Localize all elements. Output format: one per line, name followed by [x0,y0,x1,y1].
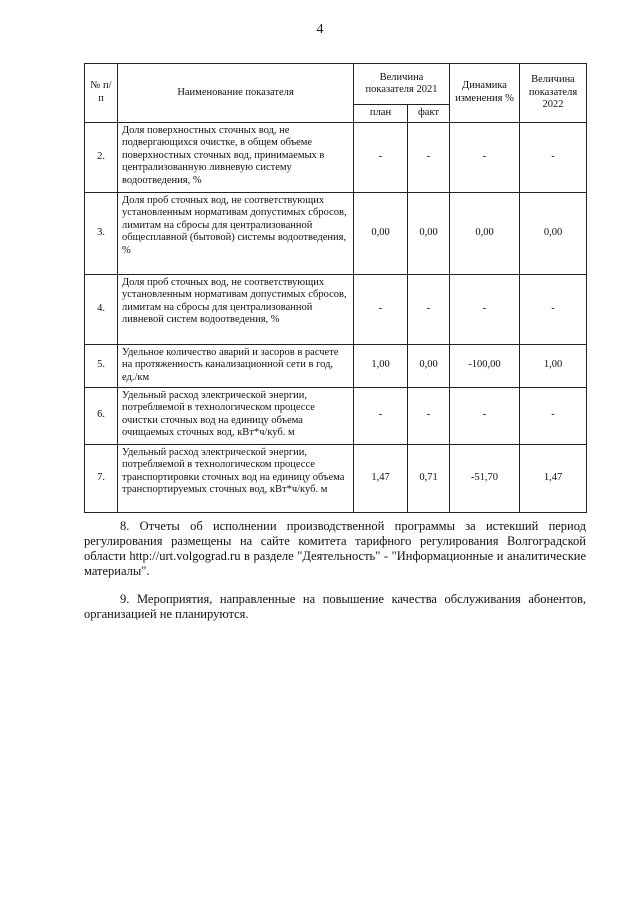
row-dynamics: -100,00 [450,344,520,387]
row-dynamics: - [450,122,520,192]
indicators-table [84,63,587,513]
row-name: Удельное количество аварий и засоров в расчете на протяженность канализационной сети в год, ед./км [118,344,354,387]
row-value-2022: - [520,122,587,192]
header-value-2021: Величина показателя 2021 [354,64,450,105]
row-dynamics: - [450,387,520,444]
row-name: Доля проб сточных вод, не соответствующих установленным нормативам допустимых сбросов, лимитам на сбросы для централизованной ливневой систем водоотведения, % [118,274,354,344]
table-row [85,122,587,192]
row-num: 4. [85,274,118,344]
row-name: Доля поверхностных сточных вод, не подвергающихся очистке, в общем объеме поверхностных сточных вод, принимаемых в централизованную ливневую систему водоотведения, % [118,122,354,192]
row-num: 3. [85,192,118,274]
row-plan: - [354,122,408,192]
table-row [85,274,587,344]
row-name: Удельный расход электрической энергии, потребляемой в технологическом процессе очистки сточных вод на единицу объема очищаемых сточных вод, кВт*ч/куб. м [118,387,354,444]
header-name: Наименование показателя [118,64,354,123]
row-fact: 0,00 [408,344,450,387]
paragraph-measures: 9. Мероприятия, направленные на повышение качества обслуживания абонентов, организацией не планируются. [84,592,586,621]
row-plan: 1,00 [354,344,408,387]
row-dynamics: 0,00 [450,192,520,274]
paragraph-reports: 8. Отчеты об исполнении производственной программы за истекший период регулирования размещены на сайте комитета тарифного регулирования Волгоградской области http://urt.volgograd.ru в разделе "Деятельность" - "Информационные и аналитические материалы". [84,519,586,578]
row-fact: - [408,274,450,344]
row-fact: - [408,387,450,444]
header-plan: план [354,105,408,123]
table-header-row [85,64,587,105]
row-value-2022: 0,00 [520,192,587,274]
header-fact: факт [408,105,450,123]
row-fact: 0,00 [408,192,450,274]
row-name: Удельный расход электрической энергии, потребляемой в технологическом процессе транспортировки сточных вод на единицу объема транспортируемых сточных вод, кВт*ч/куб. м [118,444,354,512]
table-row [85,444,587,512]
table-row [85,344,587,387]
row-value-2022: - [520,274,587,344]
row-fact: 0,71 [408,444,450,512]
row-fact: - [408,122,450,192]
page-number: 4 [316,22,324,37]
table-row [85,192,587,274]
row-plan: 0,00 [354,192,408,274]
row-num: 7. [85,444,118,512]
row-num: 2. [85,122,118,192]
row-dynamics: - [450,274,520,344]
row-plan: - [354,274,408,344]
header-num: № п/п [85,64,118,123]
row-plan: - [354,387,408,444]
row-num: 5. [85,344,118,387]
row-num: 6. [85,387,118,444]
row-name: Доля проб сточных вод, не соответствующих установленным нормативам допустимых сбросов, лимитам на сбросы для централизованной общесплавной (бытовой) системы водоотведения, % [118,192,354,274]
row-value-2022: 1,00 [520,344,587,387]
header-value-2022: Величина показателя 2022 [520,64,587,123]
row-value-2022: 1,47 [520,444,587,512]
row-value-2022: - [520,387,587,444]
header-dynamics: Динамика изменения % [450,64,520,123]
table-row [85,387,587,444]
row-dynamics: -51,70 [450,444,520,512]
row-plan: 1,47 [354,444,408,512]
